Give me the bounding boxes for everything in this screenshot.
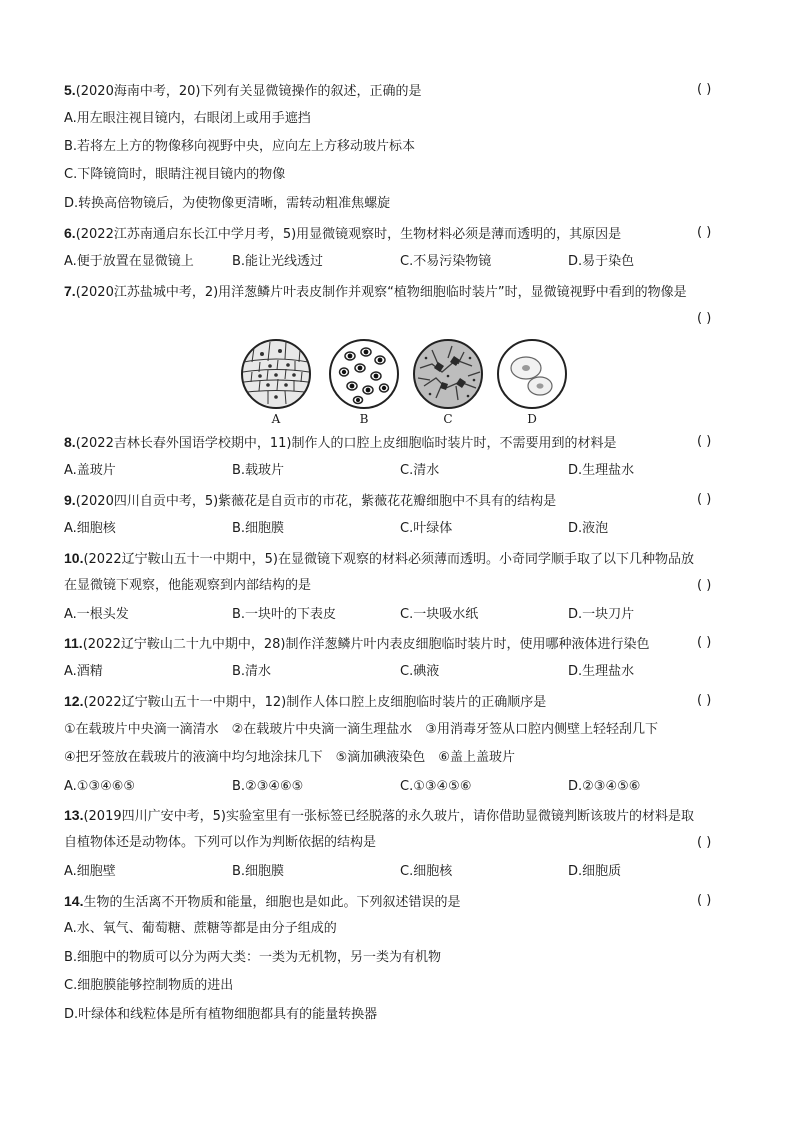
answer-blank: ( ) <box>697 578 712 593</box>
option-a: A.水、氧气、葡萄糖、蔗糖等都是由分子组成的 <box>64 921 337 936</box>
figure-label-c: C <box>443 412 453 426</box>
question-text: (2022辽宁鞍山五十一中期中，5)在显微镜下观察的材料必须薄而透明。小奇同学顺手取了以下几种物品放 <box>83 552 694 567</box>
question-text: (2019四川广安中考，5)实验室里有一张标签已经脱落的永久玻片，请你借助显微镜判断该玻片的材料是取 <box>83 809 694 824</box>
question-text: (2020海南中考，20)下列有关显微镜操作的叙述，正确的是 <box>75 84 422 99</box>
question-text: (2022江苏南通启东长江中学月考，5)用显微镜观察时，生物材料必须是薄而透明的，其原因是 <box>75 227 622 242</box>
option-a: A.用左眼注视目镜内，右眼闭上或用手遮挡 <box>64 111 311 126</box>
question-5-stem <box>64 81 744 101</box>
question-text: (2022吉林长春外国语学校期中，11)制作人的口腔上皮细胞临时装片时，不需要用到的材料是 <box>75 436 617 451</box>
option-a: A.细胞壁 <box>64 864 116 879</box>
option-d: D.②③④⑤⑥ <box>568 779 641 794</box>
question-12-steps-line-1: ①在载玻片中央滴一滴清水 ②在载玻片中央滴一滴生理盐水 ③用消毒牙签从口腔内侧壁上轻轻刮几下 <box>64 722 658 737</box>
answer-blank: ( ) <box>697 225 712 240</box>
question-11-options <box>64 663 744 681</box>
option-a: A.①③④⑥⑤ <box>64 779 136 794</box>
option-b: B.载玻片 <box>232 463 285 478</box>
question-text: (2020四川自贡中考，5)紫薇花是自贡市的市花，紫薇花花瓣细胞中不具有的结构是 <box>75 494 557 509</box>
figure-label-a: A <box>271 412 281 426</box>
cheek-cells-image <box>496 338 568 410</box>
option-b: B.若将左上方的物像移向视野中央，应向左上方移动玻片标本 <box>64 139 416 154</box>
question-number: 5. <box>64 82 76 98</box>
question-text: (2022辽宁鞍山五十一中期中，12)制作人体口腔上皮细胞临时装片的正确顺序是 <box>83 695 547 710</box>
question-13-stem <box>64 806 744 826</box>
option-b: B.细胞膜 <box>232 521 285 536</box>
question-10-options <box>64 606 744 624</box>
question-number: 7. <box>64 283 76 299</box>
question-6-options <box>64 253 744 271</box>
nerve-cells-image <box>412 338 484 410</box>
option-b: B.②③④⑥⑤ <box>232 779 304 794</box>
option-d: D.生理盐水 <box>568 463 635 478</box>
option-d: D.叶绿体和线粒体是所有植物细胞都具有的能量转换器 <box>64 1007 378 1022</box>
microscope-figures <box>240 338 570 428</box>
option-b: B.能让光线透过 <box>232 254 324 269</box>
answer-blank: ( ) <box>697 492 712 507</box>
option-d: D.生理盐水 <box>568 664 635 679</box>
question-text: 生物的生活离不开物质和能量，细胞也是如此。下列叙述错误的是 <box>83 895 461 910</box>
figure-c <box>412 338 484 426</box>
option-b: B.细胞中的物质可以分为两大类：一类为无机物，另一类为有机物 <box>64 950 442 965</box>
question-14-stem <box>64 892 744 912</box>
answer-blank: ( ) <box>697 893 712 908</box>
question-text: (2020江苏盐城中考，2)用洋葱鳞片叶表皮制作并观察“植物细胞临时装片”时，显微镜视野中看到的物像是 <box>75 285 687 300</box>
question-7-stem <box>64 282 744 302</box>
figure-a <box>240 338 312 426</box>
answer-blank: ( ) <box>697 434 712 449</box>
answer-blank: ( ) <box>697 82 712 97</box>
question-number: 6. <box>64 225 76 241</box>
figure-b <box>328 338 400 426</box>
option-c: C.细胞膜能够控制物质的进出 <box>64 978 234 993</box>
option-c: C.不易污染物镜 <box>400 254 492 269</box>
option-b: B.细胞膜 <box>232 864 285 879</box>
question-12-stem <box>64 692 744 712</box>
question-12-steps-line-2: ④把牙签放在载玻片的液滴中均匀地涂抹几下 ⑤滴加碘液染色 ⑥盖上盖玻片 <box>64 750 515 765</box>
option-c: C.一块吸水纸 <box>400 607 479 622</box>
question-13-options <box>64 863 744 881</box>
question-8-options <box>64 462 744 480</box>
onion-cells-image <box>240 338 312 410</box>
question-9-options <box>64 520 744 538</box>
question-number: 13. <box>64 807 84 823</box>
question-9-stem <box>64 491 744 511</box>
option-a: A.一根头发 <box>64 607 129 622</box>
option-c: C.下降镜筒时，眼睛注视目镜内的物像 <box>64 167 286 182</box>
question-10-stem-cont: 在显微镜下观察，他能观察到内部结构的是 <box>64 578 312 593</box>
option-d: D.液泡 <box>568 521 609 536</box>
option-c: C.细胞核 <box>400 864 453 879</box>
question-text: (2022辽宁鞍山二十九中期中，28)制作洋葱鳞片叶内表皮细胞临时装片时，使用哪种液体进行染色 <box>82 637 650 652</box>
answer-blank: ( ) <box>697 835 712 850</box>
option-a: A.便于放置在显微镜上 <box>64 254 194 269</box>
option-c: C.清水 <box>400 463 440 478</box>
question-6-stem <box>64 224 744 244</box>
blood-cells-image <box>328 338 400 410</box>
option-a: A.盖玻片 <box>64 463 116 478</box>
option-b: B.一块叶的下表皮 <box>232 607 337 622</box>
question-number: 8. <box>64 434 76 450</box>
question-number: 11. <box>64 635 83 651</box>
question-13-stem-cont: 自植物体还是动物体。下列可以作为判断依据的结构是 <box>64 835 377 850</box>
answer-blank: ( ) <box>697 635 712 650</box>
question-number: 10. <box>64 550 84 566</box>
question-number: 9. <box>64 492 76 508</box>
question-8-stem <box>64 433 744 453</box>
question-number: 14. <box>64 893 84 909</box>
option-a: A.酒精 <box>64 664 103 679</box>
answer-blank: ( ) <box>697 311 712 326</box>
option-a: A.细胞核 <box>64 521 116 536</box>
figure-label-d: D <box>527 412 537 426</box>
option-b: B.清水 <box>232 664 272 679</box>
figure-d <box>496 338 568 426</box>
option-c: C.碘液 <box>400 664 440 679</box>
question-10-stem <box>64 549 744 569</box>
figure-label-b: B <box>359 412 369 426</box>
option-c: C.①③④⑤⑥ <box>400 779 472 794</box>
option-d: D.转换高倍物镜后，为使物像更清晰，需转动粗准焦螺旋 <box>64 196 391 211</box>
question-11-stem <box>64 634 744 654</box>
option-d: D.一块刀片 <box>568 607 635 622</box>
question-12-options <box>64 778 744 796</box>
option-d: D.易于染色 <box>568 254 635 269</box>
option-c: C.叶绿体 <box>400 521 453 536</box>
answer-blank: ( ) <box>697 693 712 708</box>
question-number: 12. <box>64 693 84 709</box>
option-d: D.细胞质 <box>568 864 622 879</box>
